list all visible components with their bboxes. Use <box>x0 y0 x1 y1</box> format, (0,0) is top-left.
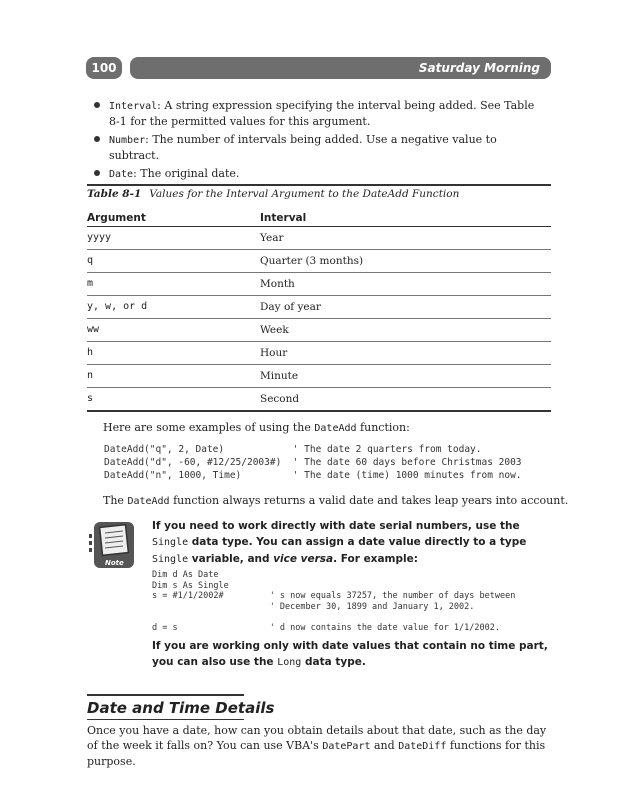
inline-code: DateAdd <box>314 423 357 434</box>
description: : The original date. <box>133 167 240 180</box>
note-paragraph-2 <box>152 638 550 671</box>
inline-code: Single <box>152 537 189 548</box>
bullet-icon <box>94 136 100 142</box>
cell-argument: q <box>87 255 94 266</box>
cell-argument: ww <box>87 324 100 335</box>
table-row <box>87 273 551 296</box>
table-row <box>87 365 551 388</box>
list-item <box>92 166 542 182</box>
table-row <box>87 227 551 250</box>
term: Interval <box>109 101 158 112</box>
table-row <box>87 319 551 342</box>
inline-code: Single <box>152 554 189 565</box>
text: Here are some examples of using the <box>103 421 315 434</box>
text: functions for this purpose. <box>87 739 546 768</box>
examples-intro <box>103 420 410 436</box>
note-paragraph <box>152 518 550 568</box>
argument-list <box>92 98 542 185</box>
cell-argument: s <box>87 393 94 404</box>
text: The <box>103 494 128 507</box>
bullet-icon <box>94 102 100 108</box>
cell-argument: y, w, or d <box>87 301 148 312</box>
table-label: Table 8-1 <box>87 188 142 200</box>
inline-code: DateDiff <box>398 741 447 752</box>
table-row <box>87 342 551 365</box>
term: Number <box>109 135 146 146</box>
term: Date <box>109 169 134 180</box>
bullet-icon <box>94 170 100 176</box>
text: If you are working only with date values that contain no time part, you can also use the <box>152 640 548 668</box>
section-top-rule <box>87 694 244 696</box>
cell-interval: Week <box>260 324 289 336</box>
text: If you need to work directly with date serial numbers, use the <box>152 520 520 532</box>
inline-code: DateAdd <box>127 496 170 507</box>
note-icon <box>87 520 137 570</box>
page-number-badge: 100 <box>86 57 122 79</box>
description: : The number of intervals being added. Use a negative value to subtract. <box>109 133 497 162</box>
cell-argument: m <box>87 278 94 289</box>
text: variable, and <box>188 553 274 565</box>
note-code-example: Dim d As Date Dim s As Single s = #1/1/2002# ' s now equals 37257, the number of days between ' December 30, 1899 and January 1, 2002. d = s ' d now contains the date value for 1/1/2002. <box>152 570 516 633</box>
description: : A string expression specifying the interval being added. See Table 8-1 for the permitted values for this argument. <box>109 99 535 128</box>
inline-code: DatePart <box>322 741 371 752</box>
table-row <box>87 296 551 319</box>
list-item <box>92 98 542 129</box>
section-title: Date and Time Details <box>87 699 275 717</box>
table-title: Values for the Interval Argument to the DateAdd Function <box>149 188 460 200</box>
column-header-argument: Argument <box>87 212 146 224</box>
cell-interval: Hour <box>260 347 288 359</box>
cell-interval: Minute <box>260 370 299 382</box>
text: data type. You can assign a date value directly to a type <box>188 536 527 548</box>
text: data type. <box>301 656 366 668</box>
cell-interval: Second <box>260 393 300 405</box>
section-body <box>87 723 551 769</box>
note-icon-label: Note <box>105 559 124 567</box>
cell-argument: yyyy <box>87 232 112 243</box>
table-top-rule <box>87 184 551 186</box>
running-header: Saturday Morning <box>130 57 551 79</box>
cell-interval: Month <box>260 278 295 290</box>
table-header <box>87 212 551 226</box>
examples-summary <box>103 493 568 509</box>
table-row <box>87 388 551 412</box>
text: . For example: <box>333 553 418 565</box>
emphasis: vice versa <box>273 553 334 565</box>
section-bottom-rule <box>87 719 244 720</box>
text: Once you have a date, how can you obtain details about that date, such as the day of the week it falls on? You can use VBA's <box>87 724 547 752</box>
cell-argument: n <box>87 370 94 381</box>
inline-code: Long <box>277 657 302 668</box>
text: function: <box>356 421 410 434</box>
cell-argument: h <box>87 347 94 358</box>
cell-interval: Quarter (3 months) <box>260 255 364 267</box>
code-example: DateAdd("q", 2, Date) ' The date 2 quarters from today. DateAdd("d", -60, #12/25/2003#) ' The date 60 days before Christmas 2003 DateAdd("n", 1000, Time) ' The date (time) 1000 minutes from now. <box>104 444 522 481</box>
cell-interval: Day of year <box>260 301 321 313</box>
table-body <box>87 227 551 412</box>
table-caption <box>87 188 459 200</box>
table-row <box>87 250 551 273</box>
text: function always returns a valid date and takes leap years into account. <box>169 494 569 507</box>
column-header-interval: Interval <box>260 212 307 224</box>
list-item <box>92 132 542 163</box>
cell-interval: Year <box>260 232 284 244</box>
text: and <box>370 739 399 752</box>
